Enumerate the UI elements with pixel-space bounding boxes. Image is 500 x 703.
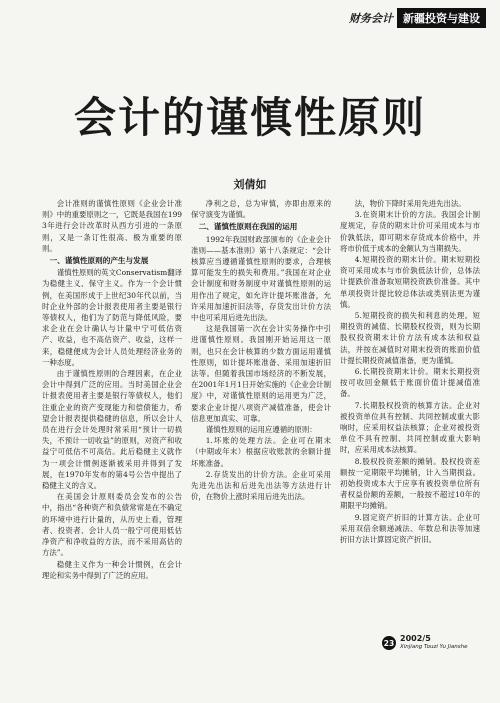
- author-name: 刘倩如: [233, 178, 267, 191]
- journal-name: 财务会计: [349, 12, 393, 25]
- paragraph: 2.存货发出的计价方法。企业可采用先进先出法和后进先出法等方法进行计价，在物价上涨时采用后进先出法。: [191, 469, 331, 502]
- paragraph: 5.短期投资的损失和利息的处理。短期投资的减值、长期股权投资，则为长期股权投资期末计价方法有成本法和权益法，并按在减值时对期末投资的账面价值计提长期投资减值准备，更为谨慎。: [340, 311, 480, 365]
- page-footer: [382, 634, 467, 652]
- paragraph: 7.长期股权投资的核算方法。企业对被投资单位具有控制、共同控制或重大影响时，应采用权益法核算；企业对被投资单位不具有控制、共同控制或重大影响时，应采用成本法核算。: [340, 400, 480, 455]
- section-heading: 二、谨慎性原则在我国的运用: [198, 222, 298, 232]
- paragraph: 6.长期投资期末计价。期末长期投资按可收回金额低于账面价值计提减值准备。: [340, 367, 480, 399]
- paragraph: 9.固定资产折旧的计算方法。企业可采用双倍余额递减法、年数总和法等加速折旧方法计算固定资产折旧。: [340, 512, 480, 545]
- paragraph: 1.坏账的处理方法。企业可在期末（中期或年末）根据应收账款的余额计提坏账准备。: [191, 436, 331, 468]
- paragraph: 这是我国第一次在会计实务操作中引进谨慎性原则。我国刚开始运用这一原则，也只在会计核算的少数方面运用谨慎性原则，如计提坏账准备、采用加速折旧法等。但随着我国市场经济的不断发展，在2001年1月1日开始实施的《企业会计制度》中，对谨慎性原则的运用更为广泛，要求企业计提八项资产减值准备，使会计信息更加真实、可靠。: [191, 324, 331, 423]
- paragraph: 谨慎性原则的运用应遵循的原则：: [205, 425, 317, 435]
- article-title: 会计的谨慎性原则: [73, 93, 426, 142]
- section-badge: 新疆投资与建设: [397, 8, 486, 28]
- paragraph: 由于谨慎性原则的合理因素，在企业会计中得到广泛的应用。当时美国企业会计报表使用者主要是银行等债权人，他们注重企业的资产变现能力和偿债能力，希望会计报表提供稳健的信息，所以会计人员在进行会计处理时常采用“预计一切损失，不预计一切收益”的原则，对资产和收益宁可低估不可高估。此后稳健主义就作为一项会计惯例逐渐被采用并得到了发展，在1970年发布的第4号公告中提出了稳健主义的含义。: [42, 369, 182, 491]
- paragraph: 在美国会计原则委员会发布的公告中，指出“各种资产和负债常常是在不确定的环境中进行计量的，从历史上看，管理者、投资者、会计人员一般宁可使用低估净资产和净收益的方法，而不采用高估的方法”。: [42, 492, 182, 558]
- paragraph: 会计准则的谨慎性原则《企业会计准则》中的重要原则之一，它既是我国在1993年进行会计改革时从西方引进的一条原则，又是一条订性很高、极为重要的原则。: [42, 199, 182, 253]
- paragraph: 谨慎性原则的英文Conservatism翻译为稳健主义、保守主义。作为一个会计惯例，在美国形成于上世纪30年代以前，当时企业外部的会计报表使用者主要是银行等债权人，他们为了防范与降低风险，要求企业在会计确认与计量中宁可低估资产、收益，也不高估资产、收益，这样一来，稳健便成为会计人员处理经济业务的一种态度。: [42, 268, 182, 367]
- issue-date: 2002/5: [400, 634, 431, 643]
- paragraph: 净利之总，总为审慎，亦即由原来的保守演变为谨慎。: [191, 199, 331, 220]
- section-heading: 一、谨慎性原则的产生与发展: [49, 256, 149, 266]
- publication-name: Xinjiang Touzi Yu Jianshe: [400, 644, 468, 650]
- paragraph: 4.短期投资的期末计价。期末短期投资可采用成本与市价孰低法计价，总体法计提跌价准备取短期投资跌价准备。其中单项投资计提比较总体法或类别法更为谨慎。: [340, 255, 480, 309]
- page-number: 23: [382, 636, 396, 650]
- paragraph: 1992年我国财政部颁布的《企业会计准则——基本准则》第十八条规定：“会计核算应当遵循谨慎性原则的要求，合理核算可能发生的损失和费用。”我国在对企业会计制度和财务制度中对谨慎性原则的运用作出了规定，如允许计提坏账准备，允许采用加速折旧法等，存货发出计价方法中也可采用后进先出法。: [191, 234, 331, 323]
- paragraph: 8.股权投资差额的摊销。股权投资差额按一定期限平均摊销，计入当期损益。初始投资成本大于应享有被投资单位所有者权益份额的差额，一般按不超过10年的期限平均摊销。: [340, 456, 480, 511]
- column-2: [191, 198, 331, 630]
- paragraph: 法，物价下降时采用先进先出法。: [354, 199, 466, 208]
- column-1: [42, 198, 182, 630]
- header-bar: [349, 8, 486, 28]
- paragraph: 稳健主义作为一种会计惯例，在会计理论和实务中得到了广泛的应用。: [42, 559, 182, 580]
- paragraph: 3.在资期末计价的方法。我国会计制度规定，存货的期末计价可采用成本与市价孰低法，即可期末存货成本价格中，并将市价低于成本的金额认为当期损失。: [340, 210, 480, 253]
- column-3: [340, 198, 480, 630]
